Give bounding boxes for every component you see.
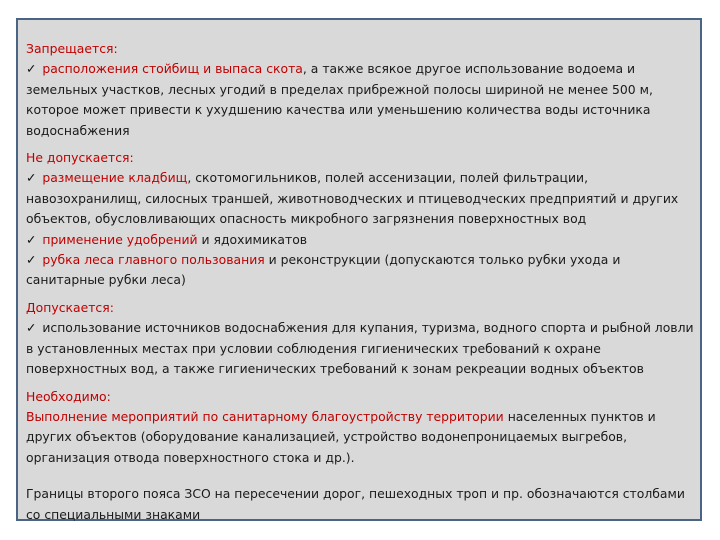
not-allowed-item-3-highlight: рубка леса главного пользования (42, 252, 265, 268)
check-icon: ✓ (26, 61, 37, 77)
not-allowed-item-1-text: , скотомогильников, полей ассенизации, полей фильтрации, навозохранилищ, силосных траншей, животноводческих и птицеводческих предприятий и других объектов, обусловливающих опасность микробного загрязнения поверхностных вод (26, 170, 679, 227)
check-icon: ✓ (26, 231, 37, 247)
section-necessary (26, 387, 694, 469)
section-forbidden (26, 39, 694, 141)
note-text: Границы второго пояса ЗСО на пересечении дорог, пешеходных троп и пр. обозначаются столбами со специальными знаками (26, 486, 685, 522)
section-header-necessary: Необходимо: (26, 388, 111, 404)
not-allowed-item-2-highlight: применение удобрений (42, 231, 198, 247)
forbidden-item-1-text: , а также всякое другое использование водоема и земельных участков, лесных угодий в пределах прибрежной полосы шириной не менее 500 м, которое может привести к ухудшению качества или уменьшению количества воды источника водоснабжения (26, 61, 653, 138)
necessary-rest: населенных пунктов и других объектов (оборудование канализацией, устройство водонепроницаемых выгребов, организация отвода поверхностного стока и др.). (26, 408, 656, 465)
section-header-forbidden: Запрещается: (26, 41, 118, 56)
forbidden-item-1-highlight: расположения стойбищ и выпаса скота (42, 61, 303, 77)
content-panel (16, 18, 702, 521)
section-allowed (26, 298, 694, 380)
allowed-item-1-text: использование источников водоснабжения для купания, туризма, водного спорта и рыбной ловли в установленных местах при условии соблюдения гигиенических требований к охране поверхностных вод, а также гигиенических требований к зонам рекреации водных объектов (26, 320, 694, 377)
check-icon: ✓ (26, 252, 37, 268)
section-header-allowed: Допускается: (26, 299, 114, 315)
necessary-text (26, 407, 694, 468)
allowed-item-1 (26, 318, 694, 379)
not-allowed-item-1-highlight: размещение кладбищ (42, 170, 188, 186)
section-header-not-allowed: Не допускается: (26, 150, 134, 166)
check-icon: ✓ (26, 320, 37, 336)
not-allowed-item-2-text: и ядохимикатов (197, 231, 308, 247)
not-allowed-item-2 (26, 230, 694, 250)
not-allowed-item-3 (26, 250, 694, 291)
not-allowed-item-1 (26, 168, 694, 229)
section-note (26, 484, 694, 525)
not-allowed-item-3-text: и реконструкции (допускаются только рубки ухода и санитарные рубки леса) (26, 252, 621, 288)
check-icon: ✓ (26, 170, 37, 186)
section-not-allowed (26, 148, 694, 291)
forbidden-item-1 (26, 59, 694, 141)
necessary-highlight: Выполнение мероприятий по санитарному благоустройству территории (26, 408, 504, 424)
